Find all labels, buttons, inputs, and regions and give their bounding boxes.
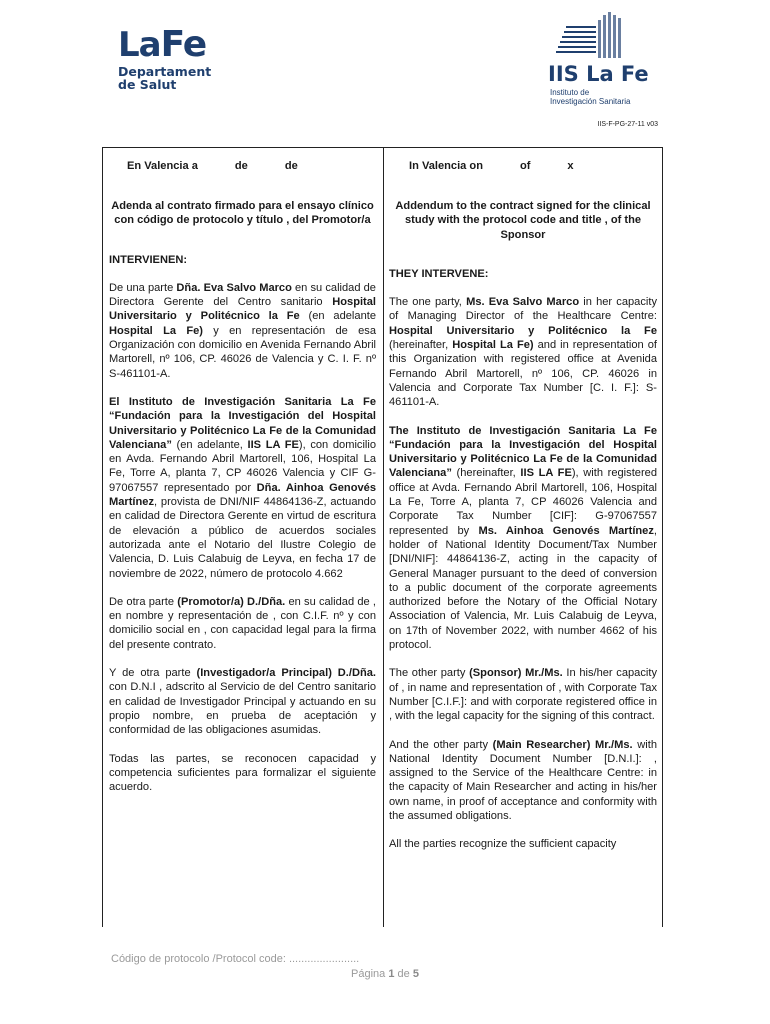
capacity-en: All the parties recognize the sufficient capacity bbox=[389, 838, 617, 851]
logo-department-line2: de Salut bbox=[118, 77, 177, 92]
party-iis-es: El Instituto de Investigación Sanitaria La Fe “Fundación para la Investigación del Hospital Universitario y Politécnico La Fe de la Comunidad Valenciana” (en adelante, IIS LA FE), con domicilio en Avda. Fernando Abril Martorell, 106, Hospital La Fe, Torre A, planta 7, CP 46026 Valencia y CIF G-97067557 representado por Dña. Ainhoa Genovés Martínez, provista de DNI/NIF 44864136-Z, actuando en calidad de Directora Gerente en virtud de escritura de elevación a público de acuerdos sociales autorizada ante el Notario del Ilustre Colegio de Valencia, D. Luis Calabuig de Leyva, en fecha 17 de noviembre de 2022, número de protocolo 4.662 bbox=[109, 395, 377, 580]
capacity-es: Todas las partes, se reconocen capacidad y competencia suficientes para formalizar el siguiente acuerdo. bbox=[109, 752, 376, 794]
party-sponsor-en: The other party (Sponsor) Mr./Ms. In his/her capacity of , in name and representation of , with Corporate Tax Number [C.I.F.]: and with corporate registered office in , with the legal capacity for the signing of this contract. bbox=[389, 667, 657, 723]
logo-fe: Fe bbox=[160, 24, 207, 65]
document-reference: IIS-F-PG-27-11 v03 bbox=[597, 121, 658, 128]
protocol-code-footer: Código de protocolo /Protocol code: ....................... bbox=[111, 953, 360, 965]
spanish-column bbox=[109, 148, 376, 794]
intervene-heading: THEY INTERVENE: bbox=[389, 267, 489, 280]
party-hospital-en: The one party, Ms. Eva Salvo Marco in her capacity of Managing Director of the Healthcare Centre: Hospital Universitario y Politécnico la Fe (hereinafter, Hospital La Fe) and in representation of this Organization with registered office at Avenida Fernando Abril Martorell, nº 106, CP. 46026 in Valencia and Corporate Tax Number [C. I. F.]: S-461101-A. bbox=[389, 296, 657, 409]
page-number: Página 1 de 5 bbox=[351, 968, 419, 980]
logo-la: La bbox=[118, 25, 161, 65]
column-divider bbox=[383, 148, 384, 927]
logo-iis-sub1: Instituto de bbox=[550, 88, 590, 97]
party-hospital-es: De una parte Dña. Eva Salvo Marco en su calidad de Directora Gerente del Centro sanitario Hospital Universitario y Politécnico la Fe (en adelante Hospital La Fe) y en representación de esa Organización con domicilio en Avenida Fernando Abril Martorell, nº 106, CP. 46026 de Valencia y C. I. F. nº S-461101-A. bbox=[109, 281, 376, 380]
bilingual-table bbox=[102, 147, 663, 927]
party-researcher-en: And the other party (Main Researcher) Mr./Ms. with National Identity Document Number [D.N.I.]: , assigned to the Service of the Healthcare Centre: in the capacity of Main Researcher and acting in his/her own name, in proof of acceptance and conformity with the assumed obligations. bbox=[389, 738, 658, 822]
party-sponsor-es: De otra parte (Promotor/a) D./Dña. en su calidad de , en nombre y representación de , con C.I.F. nº y con domicilio social en , con capacidad legal para la firma del presente contrato. bbox=[109, 595, 376, 651]
iis-la-fe-logo bbox=[548, 12, 658, 106]
logo-department-line1: Departament bbox=[118, 64, 212, 79]
party-researcher-es: Y de otra parte (Investigador/a Principal) D./Dña. con D.N.I , adscrito al Servicio de del Centro sanitario en calidad de Investigador Principal y actuando en su propio nombre, en prueba de aceptación y conformidad de las obligaciones asumidas. bbox=[109, 667, 376, 737]
date-line-es: En Valencia a de de bbox=[127, 160, 298, 172]
la-fe-logo bbox=[118, 24, 218, 100]
logo-iis-sub2: Investigación Sanitaria bbox=[550, 97, 631, 106]
building-icon bbox=[556, 12, 626, 60]
logo-iis-title: IIS La Fe bbox=[548, 62, 649, 86]
intervienen-heading: INTERVIENEN: bbox=[109, 253, 188, 266]
title-es: Adenda al contrato firmado para el ensayo clínico con código de protocolo y título , del Promotor/a bbox=[111, 200, 374, 227]
date-line-en: In Valencia on of x bbox=[409, 160, 574, 172]
title-en: Addendum to the contract signed for the clinical study with the protocol code and title , of the Sponsor bbox=[395, 200, 651, 241]
party-iis-en: The Instituto de Investigación Sanitaria La Fe “Fundación para la Investigación del Hospital Universitario y Politécnico La Fe de la Comunidad Valenciana” (hereinafter, IIS LA FE), with registered office at Avda. Fernando Abril Martorell, 106, Hospital La Fe, Torre A, planta 7, CP 46026 Valencia and Corporate Tax Number [CIF]: G-97067557 represented by Ms. Ainhoa Genovés Martínez, holder of National Identity Document/Tax Number [DNI/NIF]: 44864136-Z, acting in the capacity of General Manager pursuant to the deed of conversion to a public document of the corporate agreements authorized before the Notary of the Official Notary Association of Valencia, Mr. Luis Calabuig de Leyva, on 17th of November 2022, with number 4662 of his protocol. bbox=[389, 424, 657, 652]
english-column bbox=[389, 148, 657, 852]
